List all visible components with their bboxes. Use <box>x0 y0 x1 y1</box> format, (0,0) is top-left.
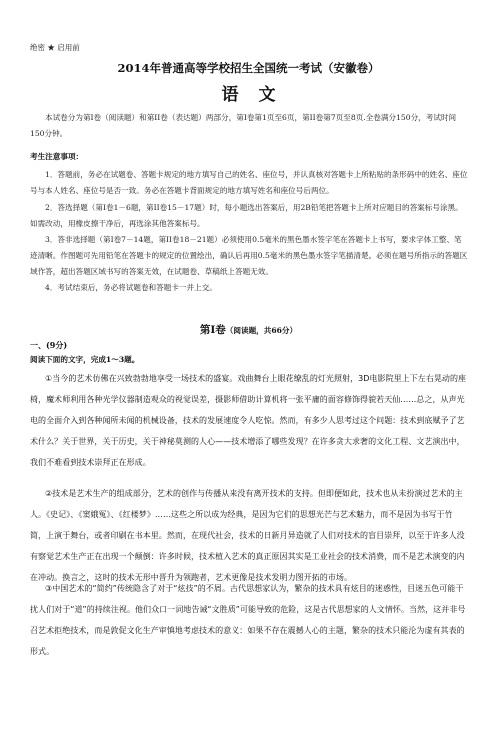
passage-paragraph-2: ②技术是艺术生产的组成部分，艺术的创作与传播从来没有离开技术的支持。但即便如此，技术也从未扮演过艺术的主人。《史记》、《窦娥冤》、《红楼梦》……这些之所以成为经典，是因为它们的思想光芒与艺术魅力，而不是因为书写于竹简，上演于舞台，或者印刷在书本里。然而，在现代社会，技术的日新月异造就了人们对技术的盲目崇拜，以至于许多人没有察觉艺术生产正在出现一个颠倒：许多时候，技术植入艺术的真正原因其实是工业社会的技术消费，而不是艺术演变的内在冲动。换言之，这时的技术无形中晋升为领跑者，艺术更像是技术发明力图开拓的市场。 <box>30 489 465 582</box>
notice-item-3: 3．答非选择题（第I卷7－14题，第II卷18－21题）必须使用0.5毫米的黑色墨水签字笔在答题卡上书写，要求字体工整、笔迹清晰。作图题可先用铅笔在答题卡的规定的位置绘出，确认后再用0.5毫米的黑色墨水签字笔描清楚。必须在题号所指示的答题区域作答，超出答题区域书写的答案无效，在试题卷、草稿纸上答题无效。 <box>30 235 468 276</box>
subject-title: 语文 <box>221 85 296 105</box>
section-1-instruction: 阅读下面的文字，完成1～3题。 <box>30 355 140 364</box>
secret-label: 绝密 ★ 启用前 <box>30 43 80 52</box>
volume-1-title: 第I卷 <box>199 324 226 336</box>
passage-paragraph-3: ③中国艺术的“简约”传统隐含了对于“炫技”的不屑。古代思想家认为，繁杂的技术具有炫目的迷惑性，目迷五色可能干扰人们对于“道”的持续注视。他们众口一词地告诫“文胜质”可能导致的危险，这是古代思想家的人文情怀。当然，这并非号召艺术拒绝技术，而是敦促文化生产审慎地考虑技术的意义：如果不存在震撼人心的主题，繁杂的技术只能沦为虚有其表的形式。 <box>30 584 466 656</box>
passage-paragraph-1: ①当今的艺术仿佛在兴致勃勃地享受一场技术的盛宴。戏曲舞台上眼花缭乱的灯光照射，3D电影院里上下左右晃动的座椅，魔术师利用各种光学仪器制造观众的视觉误差，摄影师借助计算机将一张平庸的面容修饰得貌若天仙……总之，从声光电的全面介入到各种闻所未闻的机械设备，技术的发展速度令人吃惊。然而，有多少人思考过这个问题：技术到底赋予了艺术什么？关于世界，关于历史，关于神秘莫测的人心——技术增添了哪些发现？在许多贪大求奢的文化工程、文艺演出中，我们不难看到技术崇拜正在形成。 <box>30 374 467 467</box>
volume-1-subtitle: （阅读题，共66分） <box>225 326 298 335</box>
notice-item-1: 1．答题前，务必在试题卷、答题卡规定的地方填写自己的姓名、座位号，并认真核对答题卡上所粘贴的条形码中的姓名、座位号与本人姓名、座位号是否一致。务必在答题卡背面规定的地方填写姓名和座位号后两位。 <box>30 170 468 195</box>
intro-paragraph: 本试卷分为第I卷（阅读题）和第II卷（表达题）两部分，第I卷第1页至6页，第II卷第7页至8页.全卷满分150分，考试时间150分钟。 <box>30 113 457 138</box>
exam-title: 2014年普通高等学校招生全国统一考试（安徽卷） <box>117 61 380 75</box>
volume-1-heading <box>0 322 497 337</box>
section-1-heading: 一、(9分) <box>30 340 68 350</box>
notice-item-4: 4．考试结束后，务必将试题卷和答题卡一并上交。 <box>45 283 217 292</box>
notice-heading: 考生注意事项： <box>30 152 84 161</box>
notice-item-2: 2．答选择题（第I卷1－6题，第II卷15－17题）时，每小题选出答案后，用2B铅笔把答题卡上所对应题目的答案标号涂黑。如需改动，用橡皮擦干净后，再选涂其他答案标号。 <box>30 203 463 228</box>
